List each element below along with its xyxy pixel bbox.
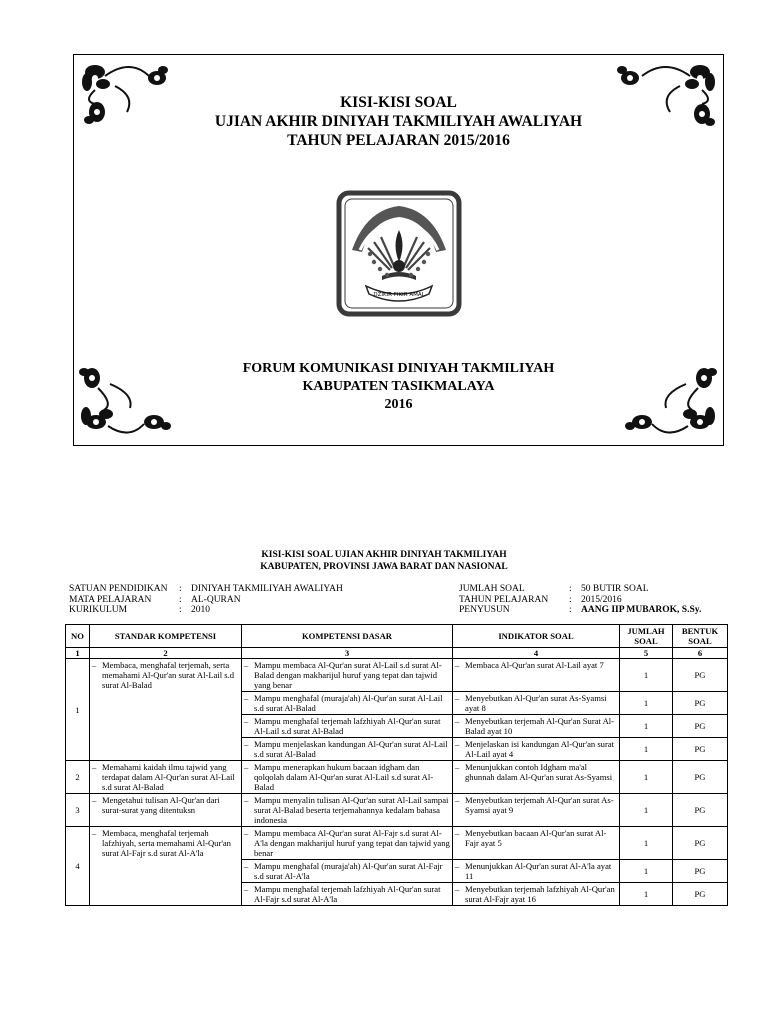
- meta-sep: :: [179, 605, 182, 615]
- indikator-cell: – Menyebutkan terjemah Al-Qur'an surat As-Syamsi ayat 9: [453, 794, 620, 827]
- cover-title-line: KISI-KISI SOAL: [340, 94, 457, 111]
- indikator-text: Menunjukkan Al-Qur'an surat Al-A'la ayat 11: [465, 861, 612, 881]
- indikator-cell: – Membaca Al-Qur'an surat Al-Lail ayat 7: [453, 659, 620, 692]
- logo-ribbon-text: DZIKIR FIKIR AMAL: [373, 292, 425, 298]
- header-no: NO: [66, 625, 90, 648]
- meta-value: AANG IIP MUBAROK, S.Sy.: [581, 605, 702, 615]
- sk-text: Mengetahui tulisan Al-Qur'an dari surat-surat yang ditentuksn: [102, 795, 220, 815]
- meta-value: 50 BUTIR SOAL: [581, 584, 649, 594]
- indikator-cell: – Menyebutkan Al-Qur'an surat As-Syamsi ayat 8: [453, 692, 620, 715]
- kd-text: Mampu menerapkan hukum bacaan idgham dan qolqolah dalam Al-Qur'an surat Al-Lail s.d surat Al-Balad: [254, 762, 434, 792]
- kd-text: Mampu menghafal (muraja'ah) Al-Qur'an surat Al-Lail s.d surat Al-Balad: [254, 693, 443, 713]
- meta-value: 2010: [191, 605, 210, 615]
- cover-title-line: TAHUN PELAJARAN 2015/2016: [287, 132, 510, 149]
- meta-sep: :: [569, 594, 572, 605]
- meta-label: PENYUSUN: [459, 605, 510, 615]
- indikator-text: Menyebutkan terjemah Al-Qur'an surat As-Syamsi ayat 9: [465, 795, 614, 815]
- floral-ornament-top-right-icon: [610, 56, 722, 128]
- jumlah-cell: 1: [620, 883, 673, 906]
- meta-sep: :: [179, 594, 182, 605]
- kd-text: Mampu membaca Al-Qur'an surat Al-Fajr s.d surat Al-A'la dengan makharijul huruf yang tepat dan tajwid yang benar: [254, 828, 450, 858]
- jumlah-cell: 1: [620, 860, 673, 883]
- header-jumlah: JUMLAH SOAL: [620, 625, 673, 648]
- bentuk-cell: PG: [673, 883, 728, 906]
- indikator-cell: – Menjelaskan isi kandungan Al-Qur'an surat Al-Lail ayat 4: [453, 738, 620, 761]
- meta-right: [459, 584, 701, 616]
- col-number: 2: [90, 648, 242, 659]
- indikator-text: Menyebutkan terjemah lafzhiyah Al-Qur'an surat Al-Fajr ayat 16: [465, 884, 615, 904]
- bentuk-cell: PG: [673, 860, 728, 883]
- heading-line: KABUPATEN, PROVINSI JAWA BARAT DAN NASIONAL: [260, 562, 508, 572]
- header-bentuk: BENTUK SOAL: [673, 625, 728, 648]
- sk-text: Memahami kaidah ilmu tajwid yang terdapat dalam Al-Qur'an surat Al-Lail s.d surat Al-Balad: [102, 762, 235, 792]
- cover-footer-line: FORUM KOMUNIKASI DINIYAH TAKMILIYAH: [242, 361, 555, 376]
- cover-footer-line: 2016: [384, 397, 413, 412]
- meta-sep: :: [569, 605, 572, 615]
- row-number: 2: [66, 761, 90, 794]
- kd-text: Mampu menyalin tulisan Al-Qur'an surat Al-Lail sampai surat Al-Balad beserta terjemahannya kedalam bahasa indonesia: [254, 795, 449, 825]
- indikator-text: Menyebutkan Al-Qur'an surat As-Syamsi ayat 8: [465, 693, 607, 713]
- kd-text: Mampu menghafal terjemah lafzhiyah Al-Qur'an surat Al-Lail s.d surat Al-Balad: [254, 716, 441, 736]
- meta-value: DINIYAH TAKMILIYAH AWALIYAH: [191, 584, 343, 594]
- row-number: 4: [66, 827, 90, 906]
- heading-line: KISI-KISI SOAL UJIAN AKHIR DINIYAH TAKMILIYAH: [261, 550, 507, 560]
- row-number: 3: [66, 794, 90, 827]
- organization-logo: [336, 190, 462, 317]
- indikator-text: Menyebutkan terjemah Al-Qur'an Surat Al-Balad ayat 10: [465, 716, 615, 736]
- kd-text: Mampu menghafal terjemah lafzhiyah Al-Qur'an surat Al-Fajr s.d surat Al-A'la: [254, 884, 441, 904]
- kd-text: Mampu menjelaskan kandungan Al-Qur'an surat Al-Lail s.d surat Al-Balad: [254, 739, 448, 759]
- bentuk-cell: PG: [673, 659, 728, 692]
- indikator-text: Menyebutkan bacaan Al-Qur'an surat Al-Fajr ayat 5: [465, 828, 607, 848]
- col-number: 4: [453, 648, 620, 659]
- kd-text: Mampu membaca Al-Qur'an surat Al-Lail s.d surat Al-Balad dengan makharijul huruf yang tepat dan tajwid yang benar: [254, 660, 442, 690]
- sk-text: Membaca, menghafal terjemah, serta memahami Al-Qur'an surat Al-Lail s.d surat Al-Balad: [102, 660, 235, 690]
- column-number-row: [66, 648, 728, 659]
- table-row: [66, 761, 728, 794]
- meta-left: [69, 584, 343, 616]
- standar-kompetensi-cell: – Membaca, menghafal terjemah lafzhiyah, serta memahami Al-Qur'an surat Al-Fajr s.d surat Al-A'la: [90, 827, 242, 906]
- meta-label: KURIKULUM: [69, 605, 128, 615]
- meta-label: SATUAN PENDIDIKAN: [69, 584, 168, 594]
- indikator-text: Membaca Al-Qur'an surat Al-Lail ayat 7: [465, 660, 604, 670]
- bentuk-cell: PG: [673, 715, 728, 738]
- col-number: 1: [66, 648, 90, 659]
- indikator-text: Menjelaskan isi kandungan Al-Qur'an surat Al-Lail ayat 4: [465, 739, 615, 759]
- standar-kompetensi-cell: – Memahami kaidah ilmu tajwid yang terdapat dalam Al-Qur'an surat Al-Lail s.d surat Al-Balad: [90, 761, 242, 794]
- jumlah-cell: 1: [620, 794, 673, 827]
- cover-title-line: UJIAN AKHIR DINIYAH TAKMILIYAH AWALIYAH: [214, 113, 583, 130]
- sk-text: Membaca, menghafal terjemah lafzhiyah, serta memahami Al-Qur'an surat Al-Fajr s.d surat Al-A'la: [102, 828, 231, 858]
- floral-ornament-bottom-right-icon: [614, 364, 722, 444]
- indikator-cell: – Menunjukkan Al-Qur'an surat Al-A'la ayat 11: [453, 860, 620, 883]
- table-row: [66, 794, 728, 827]
- kd-text: Mampu menghafal (muraja'ah) Al-Qur'an surat Al-Fajr s.d surat Al-A'la: [254, 861, 443, 881]
- bentuk-cell: PG: [673, 761, 728, 794]
- kd-cell: – Mampu membaca Al-Qur'an surat Al-Fajr s.d surat Al-A'la dengan makharijul huruf yang tepat dan tajwid yang benar: [242, 827, 453, 860]
- floral-ornament-bottom-left-icon: [74, 364, 182, 444]
- col-number: 5: [620, 648, 673, 659]
- bentuk-cell: PG: [673, 794, 728, 827]
- standar-kompetensi-cell: – Membaca, menghafal terjemah, serta memahami Al-Qur'an surat Al-Lail s.d surat Al-Balad: [90, 659, 242, 761]
- row-number: 1: [66, 659, 90, 761]
- table-row: [66, 827, 728, 860]
- col-number: 3: [242, 648, 453, 659]
- jumlah-cell: 1: [620, 715, 673, 738]
- indikator-cell: – Menyebutkan terjemah Al-Qur'an Surat Al-Balad ayat 10: [453, 715, 620, 738]
- table-header-row: [66, 625, 728, 648]
- kd-cell: – Mampu menjelaskan kandungan Al-Qur'an surat Al-Lail s.d surat Al-Balad: [242, 738, 453, 761]
- meta-label: MATA PELAJARAN: [69, 594, 152, 605]
- standar-kompetensi-cell: – Mengetahui tulisan Al-Qur'an dari surat-surat yang ditentuksn: [90, 794, 242, 827]
- header-sk: STANDAR KOMPETENSI: [90, 625, 242, 648]
- meta-value: 2015/2016: [581, 594, 622, 605]
- jumlah-cell: 1: [620, 761, 673, 794]
- indikator-cell: – Menyebutkan bacaan Al-Qur'an surat Al-Fajr ayat 5: [453, 827, 620, 860]
- meta-sep: :: [569, 584, 572, 594]
- meta-value: AL-QURAN: [191, 594, 241, 605]
- indikator-text: Menunjukkan contoh Idgham ma'al ghunnah dalam Al-Qur'an surat As-Syamsi: [465, 762, 613, 782]
- document-heading: [0, 549, 768, 573]
- bentuk-cell: PG: [673, 692, 728, 715]
- floral-ornament-top-left-icon: [75, 56, 175, 128]
- bentuk-cell: PG: [673, 738, 728, 761]
- meta-label: TAHUN PELAJARAN: [459, 594, 549, 605]
- meta-sep: :: [179, 584, 182, 594]
- cover-footer-line: KABUPATEN TASIKMALAYA: [302, 379, 495, 394]
- bentuk-cell: PG: [673, 827, 728, 860]
- col-number: 6: [673, 648, 728, 659]
- indikator-cell: – Menyebutkan terjemah lafzhiyah Al-Qur'an surat Al-Fajr ayat 16: [453, 883, 620, 906]
- kd-cell: – Mampu menghafal (muraja'ah) Al-Qur'an surat Al-Lail s.d surat Al-Balad: [242, 692, 453, 715]
- header-kd: KOMPETENSI DASAR: [242, 625, 453, 648]
- jumlah-cell: 1: [620, 738, 673, 761]
- kd-cell: – Mampu menghafal terjemah lafzhiyah Al-Qur'an surat Al-Fajr s.d surat Al-A'la: [242, 883, 453, 906]
- jumlah-cell: 1: [620, 827, 673, 860]
- kd-cell: – Mampu menghafal (muraja'ah) Al-Qur'an surat Al-Fajr s.d surat Al-A'la: [242, 860, 453, 883]
- jumlah-cell: 1: [620, 659, 673, 692]
- table-row: [66, 659, 728, 692]
- kd-cell: – Mampu menerapkan hukum bacaan idgham dan qolqolah dalam Al-Qur'an surat Al-Lail s.d surat Al-Balad: [242, 761, 453, 794]
- jumlah-cell: 1: [620, 692, 673, 715]
- header-indikator: INDIKATOR SOAL: [453, 625, 620, 648]
- kd-cell: – Mampu membaca Al-Qur'an surat Al-Lail s.d surat Al-Balad dengan makharijul huruf yang tepat dan tajwid yang benar: [242, 659, 453, 692]
- indikator-cell: – Menunjukkan contoh Idgham ma'al ghunnah dalam Al-Qur'an surat As-Syamsi: [453, 761, 620, 794]
- kd-cell: – Mampu menyalin tulisan Al-Qur'an surat Al-Lail sampai surat Al-Balad beserta terjemahannya kedalam bahasa indonesia: [242, 794, 453, 827]
- kisi-table: [65, 624, 728, 906]
- meta-label: JUMLAH SOAL: [459, 584, 525, 594]
- kd-cell: – Mampu menghafal terjemah lafzhiyah Al-Qur'an surat Al-Lail s.d surat Al-Balad: [242, 715, 453, 738]
